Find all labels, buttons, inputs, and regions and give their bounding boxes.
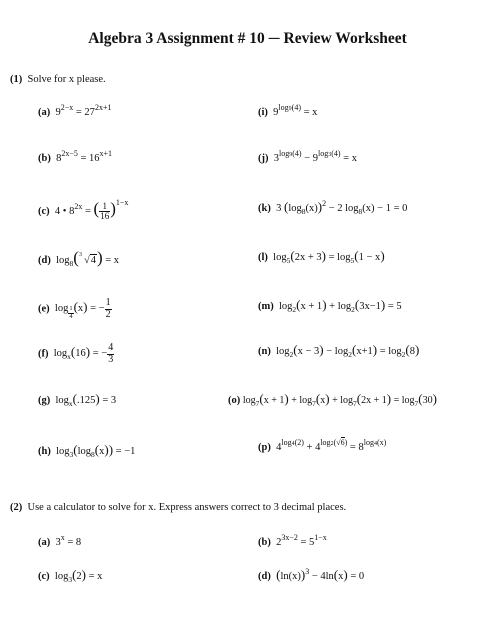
problem-label: (b) <box>258 537 271 548</box>
problem-label: (i) <box>258 107 268 118</box>
problem-1e <box>38 298 112 320</box>
problem-1c <box>38 200 128 222</box>
problem-1h <box>38 443 135 458</box>
problem-label: (a) <box>38 107 51 118</box>
section-1-heading <box>10 74 106 85</box>
problem-label: (h) <box>38 446 51 457</box>
problem-label: (a) <box>38 537 51 548</box>
problem-label: (b) <box>38 153 51 164</box>
equation: $\log_x(16)$ = − $\frac{4}{3}$ <box>53 342 114 365</box>
equation: $\log_7(x + 1) + \log_7(x) + \log_7(2x + 1) = \log_7(30)$ <box>242 391 437 408</box>
problem-label: (p) <box>258 442 271 453</box>
problem-label: (f) <box>38 348 49 360</box>
problem-1p <box>258 438 387 454</box>
problem-2b <box>258 533 327 549</box>
problem-1n <box>258 343 419 358</box>
problem-1o <box>228 392 437 407</box>
problem-2c <box>38 568 102 583</box>
equation: $9^{2-x} = 27^{2x+1}$ <box>55 103 112 118</box>
problem-1a <box>38 103 112 119</box>
equation: 3 $(\log_8(x))^2 - 2$ $\log_8(x) - 1 = 0$ <box>276 199 408 216</box>
equation: $(\ln(x))^3 - 4\ln(x) = 0$ <box>276 567 365 582</box>
problem-label: (n) <box>258 346 271 357</box>
page-title: Algebra 3 Assignment # 10 ─ Review Worksheet <box>88 30 407 47</box>
equation: $\log_2(x + 1) + \log_2(3x-1) = 5$ <box>279 297 402 314</box>
problem-1i <box>258 103 318 119</box>
problem-2a <box>38 533 82 549</box>
section-number: (1) <box>10 74 23 85</box>
problem-1l <box>258 249 385 264</box>
equation: $3^x = 8$ <box>55 533 82 548</box>
problem-label: (d) <box>258 571 271 582</box>
equation: 4 • $8^{2x}$ = ( $\frac{1}{16}$ )$^{1-x}$ <box>54 198 129 222</box>
equation: $8^{2x-5} = 16^{x+1}$ <box>56 149 113 164</box>
section-instruction: Solve for x please. <box>27 74 106 85</box>
equation: log $\frac{1}{4}$ (x) = − $\frac{1}{2}$ <box>54 297 111 320</box>
problem-1j <box>258 149 357 165</box>
problem-1f <box>38 343 114 365</box>
section-2-heading <box>10 502 346 513</box>
problem-label: (d) <box>38 255 51 266</box>
problem-1m <box>258 298 402 313</box>
equation: $\log_5(2x + 3) = \log_5(1 - x)$ <box>273 248 385 265</box>
problem-label: (c) <box>38 571 50 582</box>
problem-1b <box>38 149 113 165</box>
section-number: (2) <box>10 502 23 513</box>
equation: $4^{log4(2)} + 4^{log2(√6)} = 8^{log4(x)}$ <box>276 438 387 453</box>
problem-1g <box>38 392 116 407</box>
equation: $\log_x(.125) = 3$ <box>55 391 117 408</box>
equation: $\log_2(x - 3) - \log_2(x+1) = \log_2(8)$ <box>276 342 420 359</box>
problem-label: (e) <box>38 303 50 315</box>
problem-1d <box>38 249 119 267</box>
problem-label: (g) <box>38 395 51 406</box>
equation: $9^{log9(4)} = x$ <box>273 103 318 118</box>
problem-label: (m) <box>258 301 274 312</box>
problem-label: (c) <box>38 206 50 217</box>
equation: $\log_3(\log_8(x)) = -1$ <box>56 442 136 459</box>
equation: $\log_8$( 3 √4) = x <box>56 248 120 268</box>
problem-label: (j) <box>258 153 269 164</box>
problem-1k <box>258 200 407 215</box>
section-instruction: Use a calculator to solve for x. Express answers correct to 3 decimal places. <box>27 502 347 513</box>
problem-label: (l) <box>258 252 268 263</box>
equation: $2^{3x-2} = 5^{1-x}$ <box>276 533 327 548</box>
problem-2d <box>258 568 364 583</box>
problem-label: (o) <box>228 395 241 406</box>
equation: $\log_3(2) = x$ <box>54 567 103 584</box>
problem-label: (k) <box>258 203 271 214</box>
equation: $3^{log9(4)} - 9^{log3(4)} = x$ <box>273 149 357 164</box>
